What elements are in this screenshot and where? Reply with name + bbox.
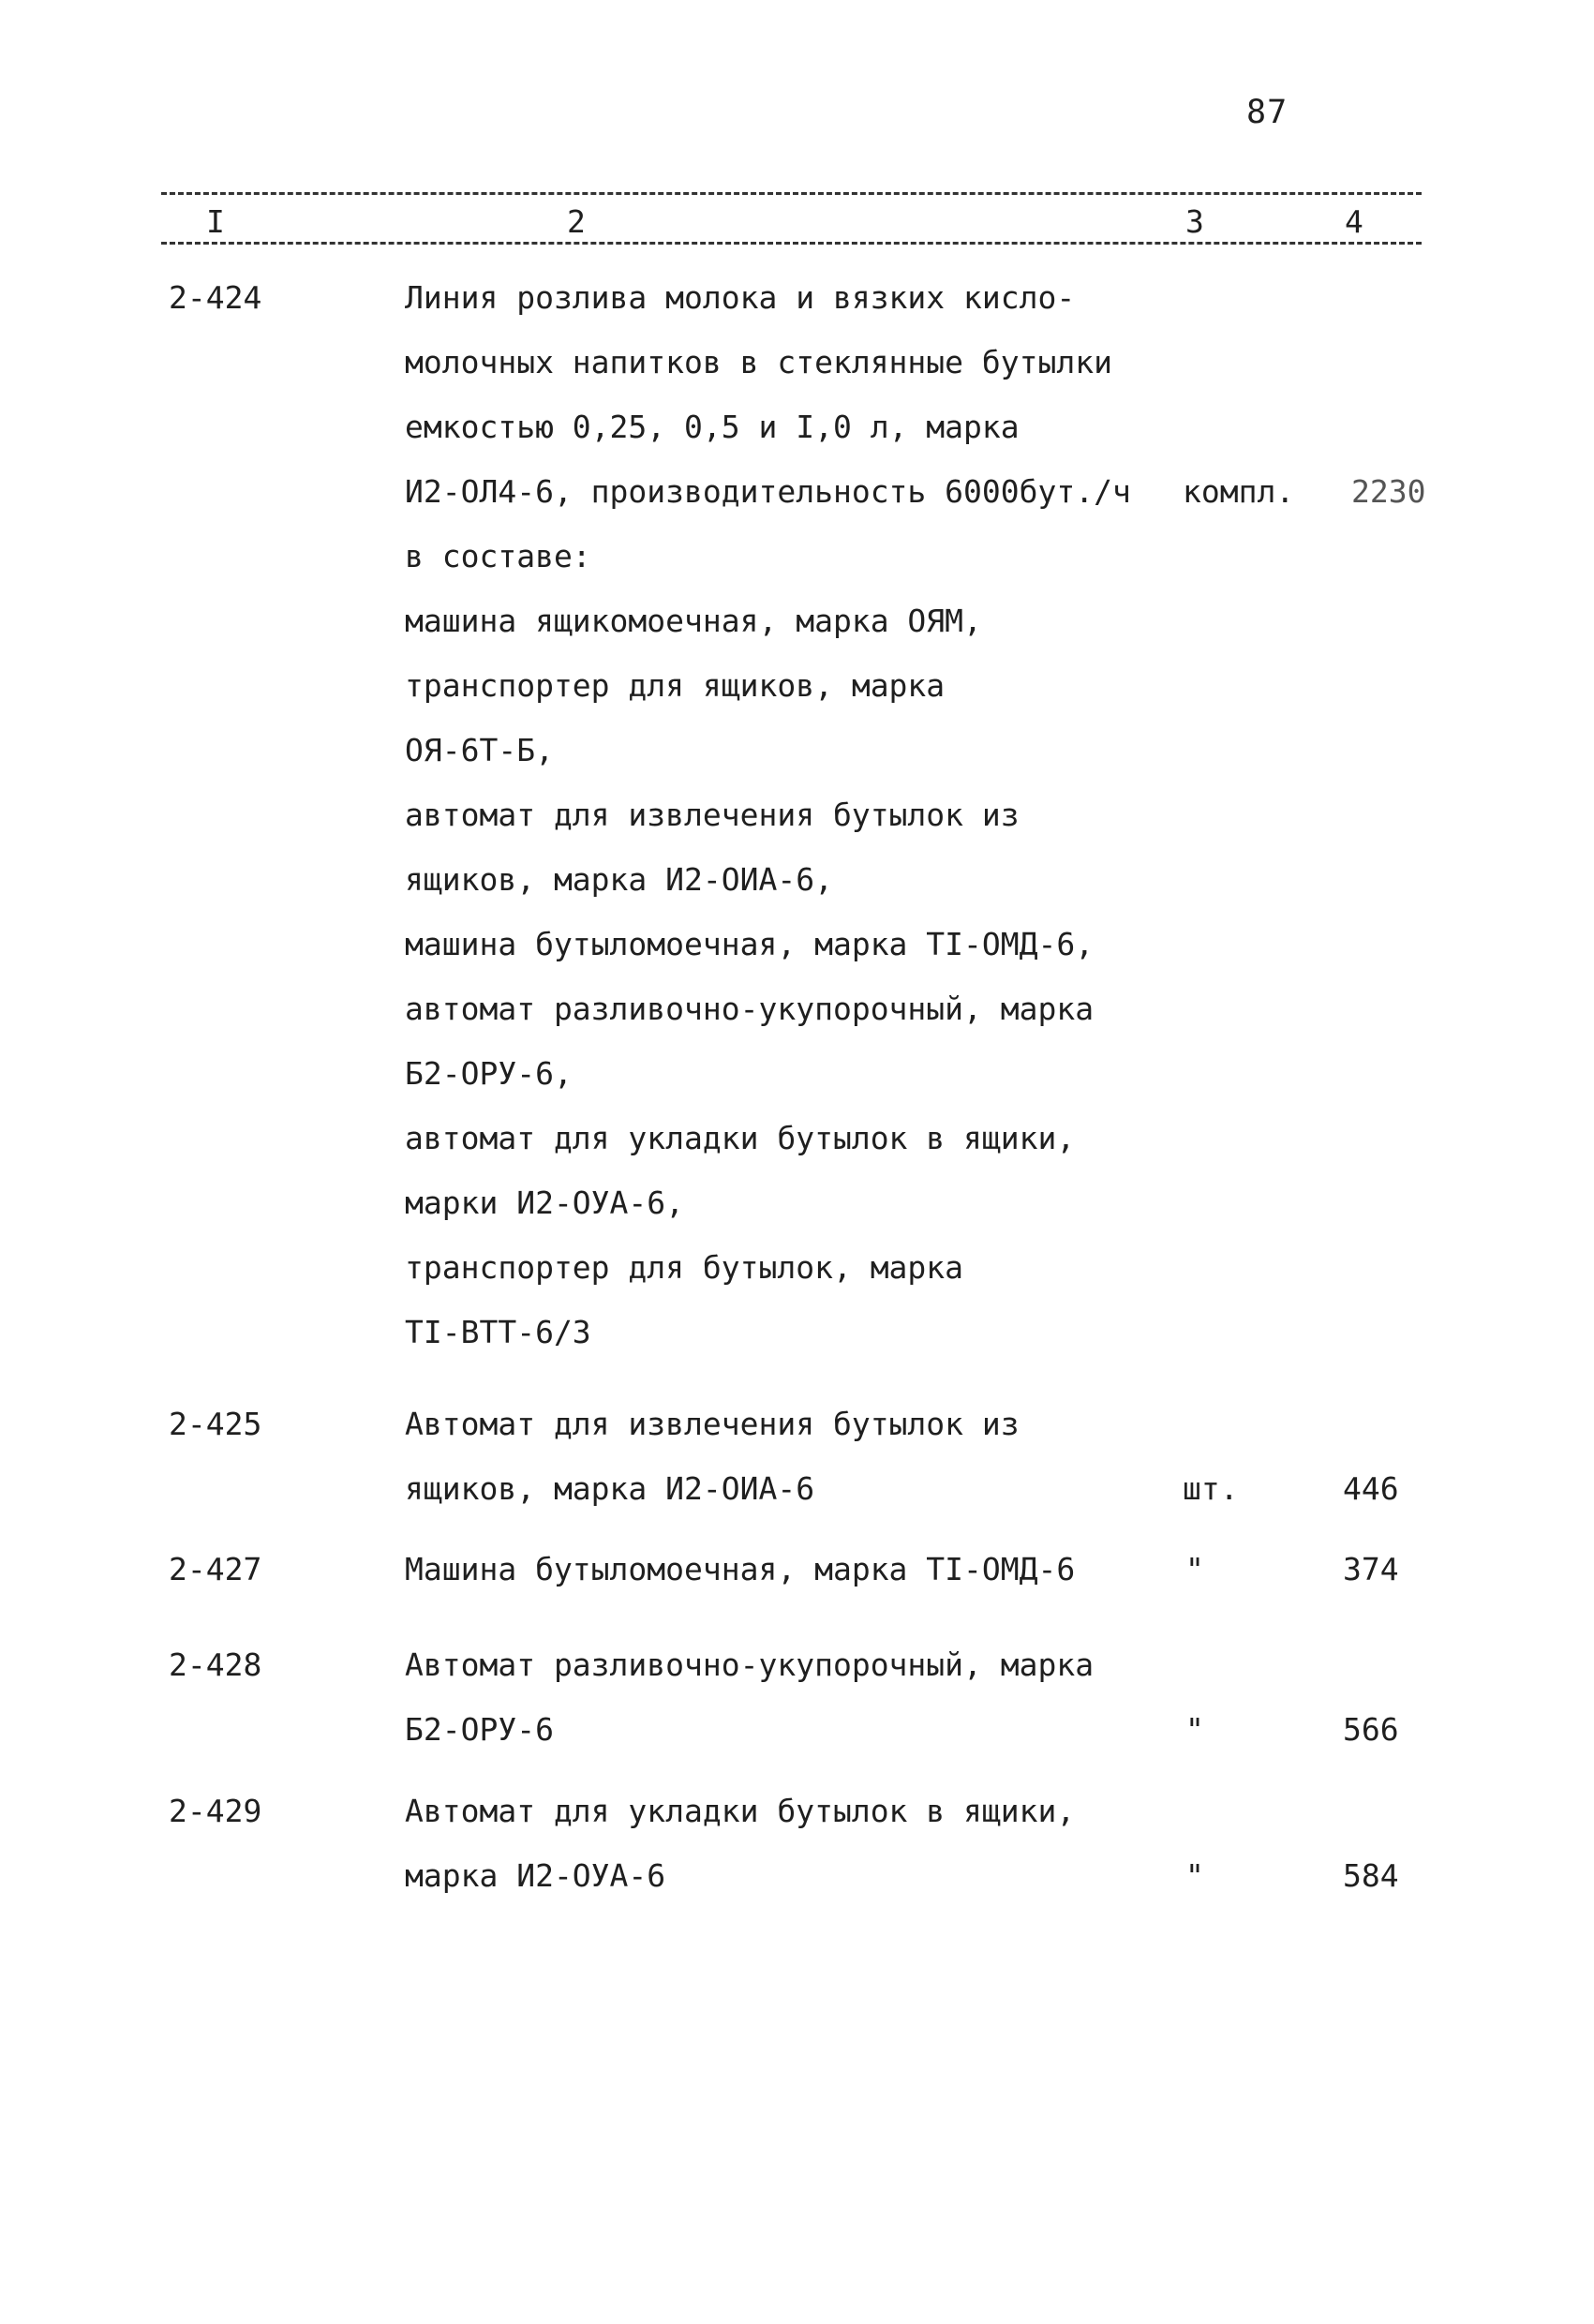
item-quantity: 374 xyxy=(1343,1551,1399,1587)
table-row xyxy=(0,1779,1594,1908)
description-line: транспортер для бутылок, марка xyxy=(405,1249,964,1286)
description-line: марка И2-ОУА-6 xyxy=(405,1857,666,1894)
item-unit: " xyxy=(1185,1711,1204,1748)
description-line: Линия розлива молока и вязких кисло- xyxy=(405,279,1076,316)
item-quantity: 584 xyxy=(1343,1857,1399,1894)
table-row xyxy=(0,265,1594,1364)
description-line: транспортер для ящиков, марка xyxy=(405,667,946,704)
column-header-1: I xyxy=(206,203,225,240)
item-quantity: 446 xyxy=(1343,1470,1399,1507)
item-code: 2-427 xyxy=(169,1551,262,1587)
column-header-3: 3 xyxy=(1185,203,1204,240)
item-code: 2-429 xyxy=(169,1793,262,1829)
description-line: ящиков, марка И2-ОИА-6, xyxy=(405,861,833,898)
item-description xyxy=(405,1779,1075,1908)
description-line: марки И2-ОУА-6, xyxy=(405,1184,685,1221)
item-unit: " xyxy=(1185,1551,1204,1587)
item-unit: шт. xyxy=(1183,1470,1239,1507)
item-code: 2-425 xyxy=(169,1406,262,1442)
table-row xyxy=(0,1392,1594,1521)
description-line: ОЯ-6Т-Б, xyxy=(405,732,554,768)
item-code: 2-428 xyxy=(169,1646,262,1683)
description-line: Б2-ОРУ-6 xyxy=(405,1711,554,1748)
description-line: Автомат для извлечения бутылок из xyxy=(405,1406,1020,1442)
description-line: Автомат разливочно-укупорочный, марка xyxy=(405,1646,1095,1683)
column-header-2: 2 xyxy=(567,203,586,240)
column-header-4: 4 xyxy=(1345,203,1363,240)
item-quantity: 2230 xyxy=(1351,473,1426,510)
description-line: автомат для извлечения бутылок из xyxy=(405,797,1020,833)
description-line: автомат для укладки бутылок в ящики, xyxy=(405,1120,1076,1156)
description-line: ящиков, марка И2-ОИА-6 xyxy=(405,1470,815,1507)
table-row xyxy=(0,1632,1594,1762)
page-number: 87 xyxy=(1246,94,1289,131)
description-line: машина ящикомоечная, марка ОЯМ, xyxy=(405,603,982,639)
item-description xyxy=(405,1392,1020,1521)
table-row xyxy=(0,1537,1594,1601)
item-description xyxy=(405,1537,1075,1601)
description-line: И2-ОЛ4-6, производительность 6000бут./ч xyxy=(405,473,1131,510)
description-line: Машина бутыломоечная, марка TI-ОМД-6 xyxy=(405,1551,1076,1587)
item-quantity: 566 xyxy=(1343,1711,1399,1748)
item-code: 2-424 xyxy=(169,279,262,316)
item-description xyxy=(405,1632,1094,1762)
description-line: Б2-ОРУ-6, xyxy=(405,1055,573,1092)
description-line: в составе: xyxy=(405,538,591,574)
description-line: автомат разливочно-укупорочный, марка xyxy=(405,991,1095,1027)
item-unit: " xyxy=(1185,1857,1204,1894)
item-unit: компл. xyxy=(1183,473,1295,510)
description-line: молочных напитков в стеклянные бутылки xyxy=(405,344,1112,380)
description-line: Автомат для укладки бутылок в ящики, xyxy=(405,1793,1076,1829)
description-line: емкостью 0,25, 0,5 и I,0 л, марка xyxy=(405,409,1020,445)
description-line: машина бутыломоечная, марка TI-ОМД-6, xyxy=(405,926,1095,962)
header-rule-top xyxy=(161,192,1422,195)
item-description xyxy=(405,265,1131,1364)
description-line: TI-ВТТ-6/3 xyxy=(405,1314,591,1350)
header-rule-bottom xyxy=(161,242,1422,245)
